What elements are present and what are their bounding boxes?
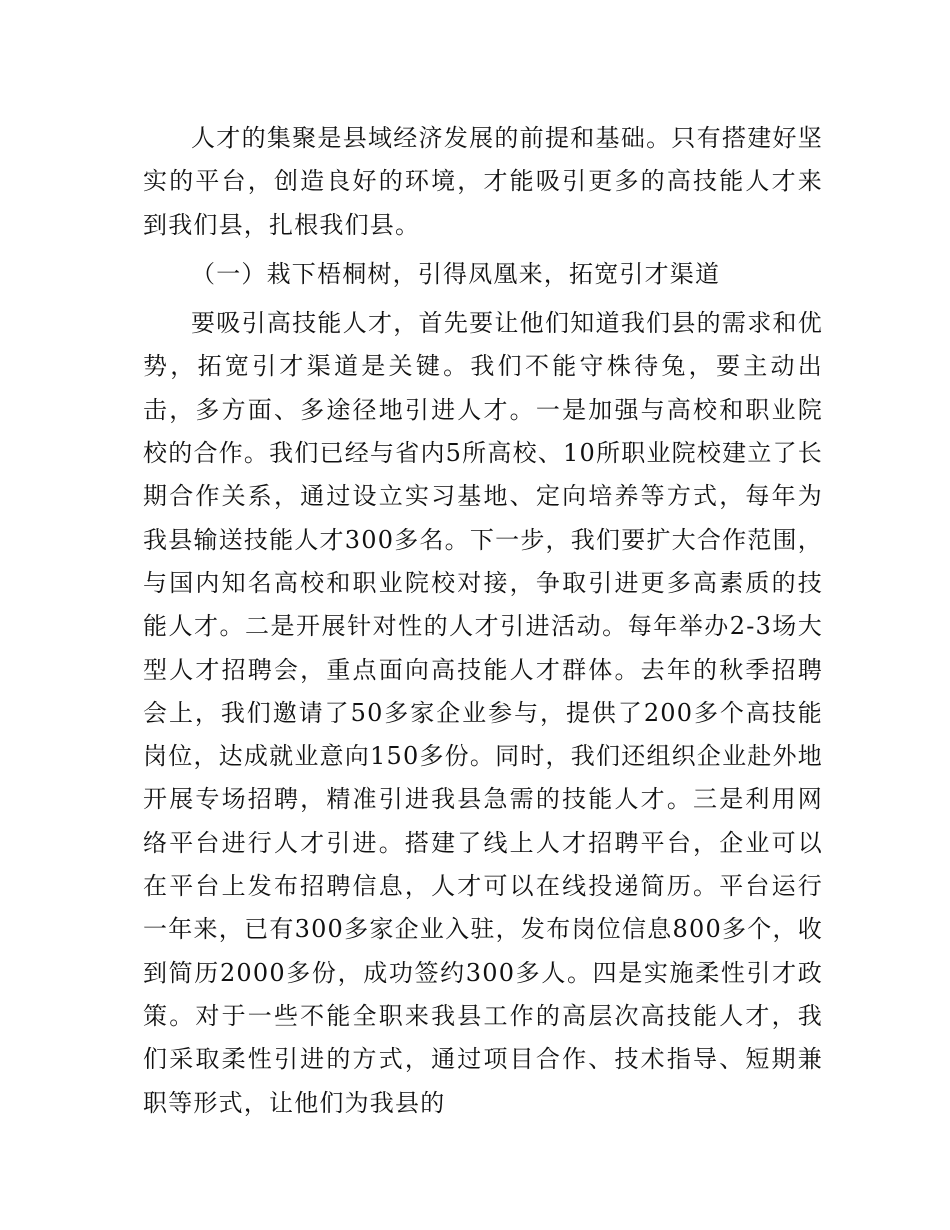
intro-paragraph: 人才的集聚是县域经济发展的前提和基础。只有搭建好坚实的平台，创造良好的环境，才能吸引更多的高技能人才来到我们县，扎根我们县。 xyxy=(143,124,823,239)
section-heading: （一）栽下梧桐树，引得凤凰来，拓宽引才渠道 xyxy=(191,259,721,288)
body-paragraph: 要吸引高技能人才，首先要让他们知道我们县的需求和优势，拓宽引才渠道是关键。我们不能守株待兔，要主动出击，多方面、多途径地引进人才。一是加强与高校和职业院校的合作。我们已经与省内5所高校、10所职业院校建立了长期合作关系，通过设立实习基地、定向培养等方式，每年为我县输送技能人才300多名。下一步，我们要扩大合作范围，与国内知名高校和职业院校对接，争取引进更多高素质的技能人才。二是开展针对性的人才引进活动。每年举办2-3场大型人才招聘会，重点面向高技能人才群体。去年的秋季招聘会上，我们邀请了50多家企业参与，提供了200多个高技能岗位，达成就业意向150多份。同时，我们还组织企业赴外地开展专场招聘，精准引进我县急需的技能人才。三是利用网络平台进行人才引进。搭建了线上人才招聘平台，企业可以在平台上发布招聘信息，人才可以在线投递简历。平台运行一年来，已有300多家企业入驻，发布岗位信息800多个，收到简历2000多份，成功签约300多人。四是实施柔性引才政策。对于一些不能全职来我县工作的高层次高技能人才，我们采取柔性引进的方式，通过项目合作、技术指导、短期兼职等形式，让他们为我县的 xyxy=(143,309,823,1117)
document-body xyxy=(143,117,823,1125)
